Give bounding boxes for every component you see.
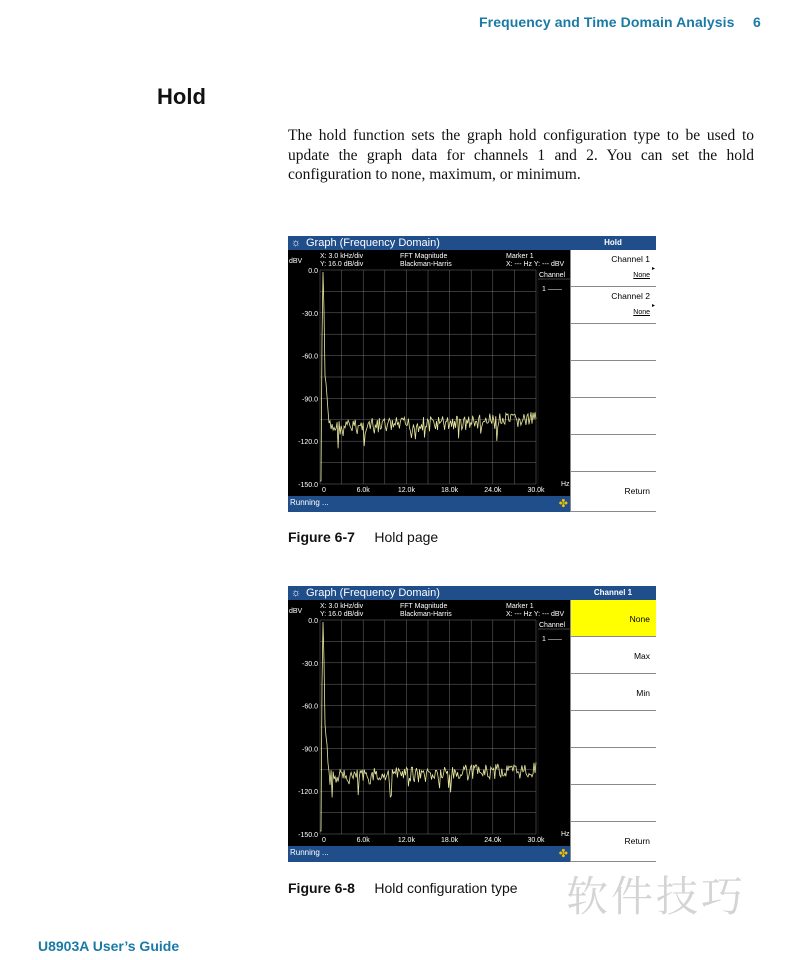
softkey-label: Channel 1 xyxy=(611,254,650,264)
marker-readout: X: --- Hz Y: --- dBV xyxy=(506,261,565,268)
softkey-channel-2[interactable] xyxy=(570,287,656,324)
graph-title-bar xyxy=(288,236,570,250)
window-label: Blackman-Harris xyxy=(400,611,452,618)
x-axis-ticks xyxy=(322,487,545,494)
figure-screenshot xyxy=(288,586,656,862)
x-unit-label: Hz xyxy=(561,831,570,838)
softkey-value: None xyxy=(633,272,650,279)
softkey-return[interactable] xyxy=(570,822,656,862)
y-tick-label: -60.0 xyxy=(302,703,318,711)
softkey-menu-header: Channel 1 xyxy=(570,586,656,600)
figure-number: Figure 6-7 xyxy=(288,529,355,545)
softkey-empty[interactable] xyxy=(570,785,656,822)
x-tick-label: 6.0k xyxy=(356,487,370,494)
channel-label: Channel xyxy=(539,622,566,629)
softkey-return[interactable] xyxy=(570,472,656,512)
plot-grid xyxy=(320,620,536,834)
graph-title: Graph (Frequency Domain) xyxy=(306,237,440,249)
unit-label: dBV xyxy=(289,608,303,615)
x-axis-ticks xyxy=(322,837,545,844)
x-tick-label: 24.0k xyxy=(484,487,502,494)
softkey-panel xyxy=(570,586,656,862)
softkey-empty[interactable] xyxy=(570,711,656,748)
softkey-label: Min xyxy=(636,688,650,698)
y-tick-label: -60.0 xyxy=(302,353,318,361)
graph-title-bar xyxy=(288,586,570,600)
figure-caption xyxy=(288,529,438,545)
body-paragraph: The hold function sets the graph hold configuration type to be used to update the graph data for channels 1 and 2. You can set the hold configuration to none, maximum, or minimum. xyxy=(288,127,754,183)
graph-title: Graph (Frequency Domain) xyxy=(306,587,440,599)
y-tick-label: -150.0 xyxy=(298,482,318,489)
x-unit-label: Hz xyxy=(561,481,570,488)
softkey-none[interactable] xyxy=(570,600,656,637)
graph-screen xyxy=(288,236,570,512)
status-text: Running ... xyxy=(290,848,329,857)
figure-caption-text: Hold configuration type xyxy=(374,880,518,896)
y-axis-ticks xyxy=(298,618,318,839)
softkey-empty[interactable] xyxy=(570,361,656,398)
y-tick-label: -150.0 xyxy=(298,832,318,839)
spectrum-plot xyxy=(288,250,570,496)
x-tick-label: 24.0k xyxy=(484,837,502,844)
marker-label: Marker 1 xyxy=(506,253,534,260)
y-tick-label: -120.0 xyxy=(298,439,318,447)
usb-icon: ✤ xyxy=(558,498,568,510)
channel-label: Channel xyxy=(539,272,566,279)
x-scale-label: X: 3.0 kHz/div xyxy=(320,603,364,610)
section-title: Hold xyxy=(157,84,206,109)
marker-label: Marker 1 xyxy=(506,603,534,610)
softkey-min[interactable] xyxy=(570,674,656,711)
y-tick-label: -90.0 xyxy=(302,746,318,754)
x-tick-label: 12.0k xyxy=(397,837,415,844)
footer-guide-title: U8903A User’s Guide xyxy=(38,938,180,954)
x-tick-label: 18.0k xyxy=(441,837,459,844)
plot-area xyxy=(288,600,570,846)
chapter-number: 6 xyxy=(753,14,761,30)
submenu-arrow-icon: ▸ xyxy=(651,303,655,309)
usb-icon: ✤ xyxy=(558,848,568,860)
status-bar xyxy=(288,496,570,512)
x-tick-label: 30.0k xyxy=(527,837,545,844)
sun-icon: ☼ xyxy=(291,237,302,249)
softkey-channel-1[interactable] xyxy=(570,250,656,287)
softkey-menu-header: Hold xyxy=(570,236,656,250)
softkey-label: Max xyxy=(633,651,650,661)
x-tick-label: 6.0k xyxy=(356,837,370,844)
status-text: Running ... xyxy=(290,498,329,507)
y-tick-label: -90.0 xyxy=(302,396,318,404)
x-tick-label: 12.0k xyxy=(397,487,415,494)
y-scale-label: Y: 16.0 dB/div xyxy=(320,261,364,268)
running-header-title: Frequency and Time Domain Analysis xyxy=(479,14,735,30)
watermark: 软件技巧 xyxy=(566,872,747,921)
spectrum-plot xyxy=(288,600,570,846)
softkey-empty[interactable] xyxy=(570,324,656,361)
plot-area xyxy=(288,250,570,496)
softkey-empty[interactable] xyxy=(570,435,656,472)
softkey-empty[interactable] xyxy=(570,748,656,785)
sun-icon: ☼ xyxy=(291,587,302,599)
y-scale-label: Y: 16.0 dB/div xyxy=(320,611,364,618)
y-tick-label: -30.0 xyxy=(302,660,318,668)
x-tick-label: 18.0k xyxy=(441,487,459,494)
softkey-max[interactable] xyxy=(570,637,656,674)
softkey-label: Return xyxy=(624,486,650,496)
status-bar xyxy=(288,846,570,862)
figure-number: Figure 6-8 xyxy=(288,880,355,896)
y-tick-label: 0.0 xyxy=(308,268,318,275)
softkey-label: None xyxy=(629,614,650,624)
softkey-empty[interactable] xyxy=(570,398,656,435)
softkey-label: Return xyxy=(624,836,650,846)
x-tick-label: 0 xyxy=(322,487,326,494)
softkey-panel xyxy=(570,236,656,512)
figure-caption-text: Hold page xyxy=(374,529,439,545)
softkey-value: None xyxy=(633,309,650,316)
y-axis-ticks xyxy=(298,268,318,489)
figure-screenshot xyxy=(288,236,656,512)
y-tick-label: 0.0 xyxy=(308,618,318,625)
mode-label: FFT Magnitude xyxy=(400,253,448,260)
y-tick-label: -120.0 xyxy=(298,789,318,797)
channel-entry: 1 —— xyxy=(542,286,562,293)
softkey-label: Channel 2 xyxy=(611,291,650,301)
marker-readout: X: --- Hz Y: --- dBV xyxy=(506,611,565,618)
mode-label: FFT Magnitude xyxy=(400,603,448,610)
unit-label: dBV xyxy=(289,258,303,265)
x-tick-label: 30.0k xyxy=(527,487,545,494)
x-tick-label: 0 xyxy=(322,837,326,844)
y-tick-label: -30.0 xyxy=(302,310,318,318)
figure-caption xyxy=(288,880,518,896)
channel-entry: 1 —— xyxy=(542,636,562,643)
x-scale-label: X: 3.0 kHz/div xyxy=(320,253,364,260)
plot-grid xyxy=(320,270,536,484)
submenu-arrow-icon: ▸ xyxy=(651,266,655,272)
window-label: Blackman-Harris xyxy=(400,261,452,268)
graph-screen xyxy=(288,586,570,862)
